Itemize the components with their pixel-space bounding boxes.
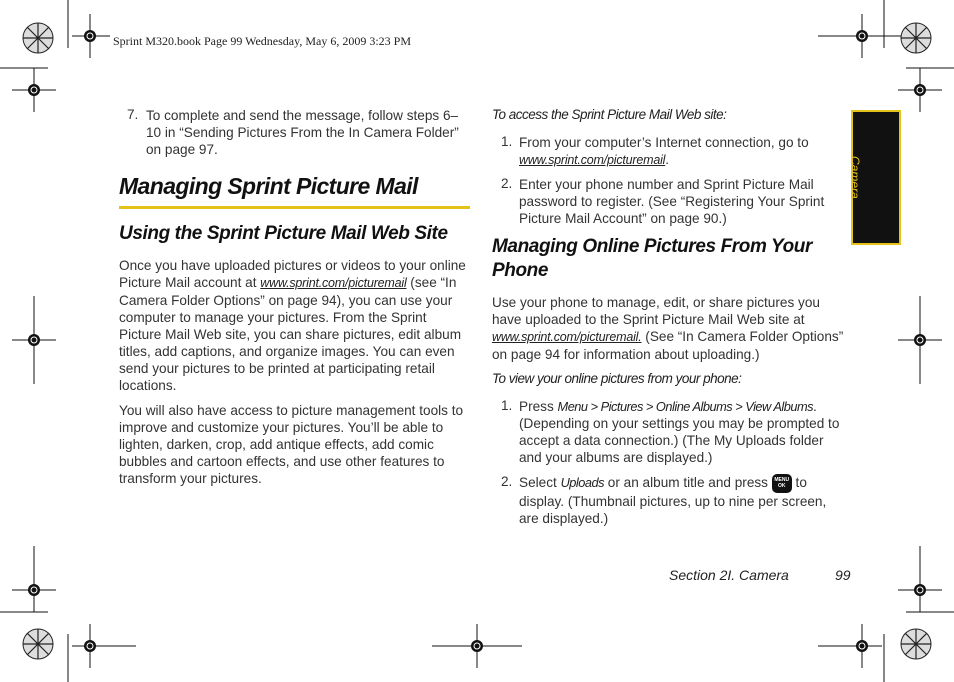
chapter-tab <box>848 110 901 245</box>
access-step-1-link[interactable]: www.sprint.com/picturemail <box>519 153 666 167</box>
para1-text-post: (see “In Camera Folder Options” on page 94), you can use your computer to manage your pictures. From the Sprint Picture Mail Web site, you can share pictures, edit album titles, add captions, and organize images. You can even send your pictures to be printed at participating retail locations. <box>119 275 462 393</box>
footer-section: Section 2I. Camera <box>669 567 789 583</box>
view-step-2-mid: or an album title and press <box>604 475 772 491</box>
chapter-tab-label: Camera <box>848 156 862 199</box>
paragraph-online-pictures <box>492 294 844 363</box>
step-number: 2. <box>501 474 513 489</box>
uploads-item: Uploads <box>560 475 605 491</box>
access-step-2: Enter your phone number and Sprint Picture Mail password to register. (See “Registering Your Sprint Picture Mail Account” on page 90.) <box>519 177 825 226</box>
view-title: To view your online pictures from your phone: <box>492 371 742 386</box>
access-title: To access the Sprint Picture Mail Web site: <box>492 107 727 122</box>
step-7-text: To complete and send the message, follow steps 6–10 in “Sending Pictures From the In Camera Folder” on page 97. <box>146 108 459 157</box>
para1-text-pre: Once you have uploaded pictures or videos to your online Picture Mail account at <box>119 258 466 290</box>
view-step-2-pre: Select <box>519 475 561 491</box>
online-text-pre: Use your phone to manage, edit, or share pictures you have uploaded to the Sprint Picture Mail Web site at <box>492 295 820 327</box>
step-number: 7. <box>127 107 139 122</box>
section-heading: Managing Sprint Picture Mail <box>119 173 418 199</box>
heading-rule <box>119 206 470 209</box>
step-number: 1. <box>501 398 513 413</box>
print-slug: Sprint M320.book Page 99 Wednesday, May 6, 2009 3:23 PM <box>113 34 412 48</box>
view-step-1-post: . (Depending on your settings you may be prompted to accept a data connection.) (The My Uploads folder and your albums are displayed.) <box>519 399 840 465</box>
paragraph-web-site <box>119 257 469 394</box>
view-step-2-post: to display. (Thumbnail pictures, up to nine per screen, are displayed.) <box>519 475 827 526</box>
footer-page-number: 99 <box>835 567 851 583</box>
menu-key-line2: OK <box>778 483 786 489</box>
access-step-1-text: From your computer’s Internet connection, go to <box>519 135 809 150</box>
online-picturemail-link[interactable]: www.sprint.com/picturemail. <box>492 330 642 344</box>
menu-path: Menu > Pictures > Online Albums > View Albums <box>557 399 814 414</box>
paragraph-tools: You will also have access to picture management tools to improve and customize your pictures. You’ll be able to lighten, darken, crop, add antique effects, add comic bubbles and cartoon effects, and use other features to transform your pictures. <box>119 403 464 486</box>
view-step-2 <box>519 474 847 527</box>
step-number: 1. <box>501 134 513 149</box>
menu-key-line1: MENU <box>774 477 790 483</box>
online-text-post: (See “In Camera Folder Options” on page 94 for information about uploading.) <box>492 329 844 362</box>
access-step-1 <box>519 134 841 169</box>
step-number: 2. <box>501 176 513 191</box>
subheading-web-site: Using the Sprint Picture Mail Web Site <box>119 223 448 244</box>
view-step-1-pre: Press <box>519 399 558 414</box>
menu-ok-key-icon <box>772 474 792 493</box>
view-step-1 <box>519 398 847 466</box>
subheading-online-pictures: Managing Online Pictures From Your Phone <box>492 236 813 281</box>
access-step-1-tail: . <box>665 152 670 167</box>
picturemail-link[interactable]: www.sprint.com/picturemail <box>260 276 407 290</box>
